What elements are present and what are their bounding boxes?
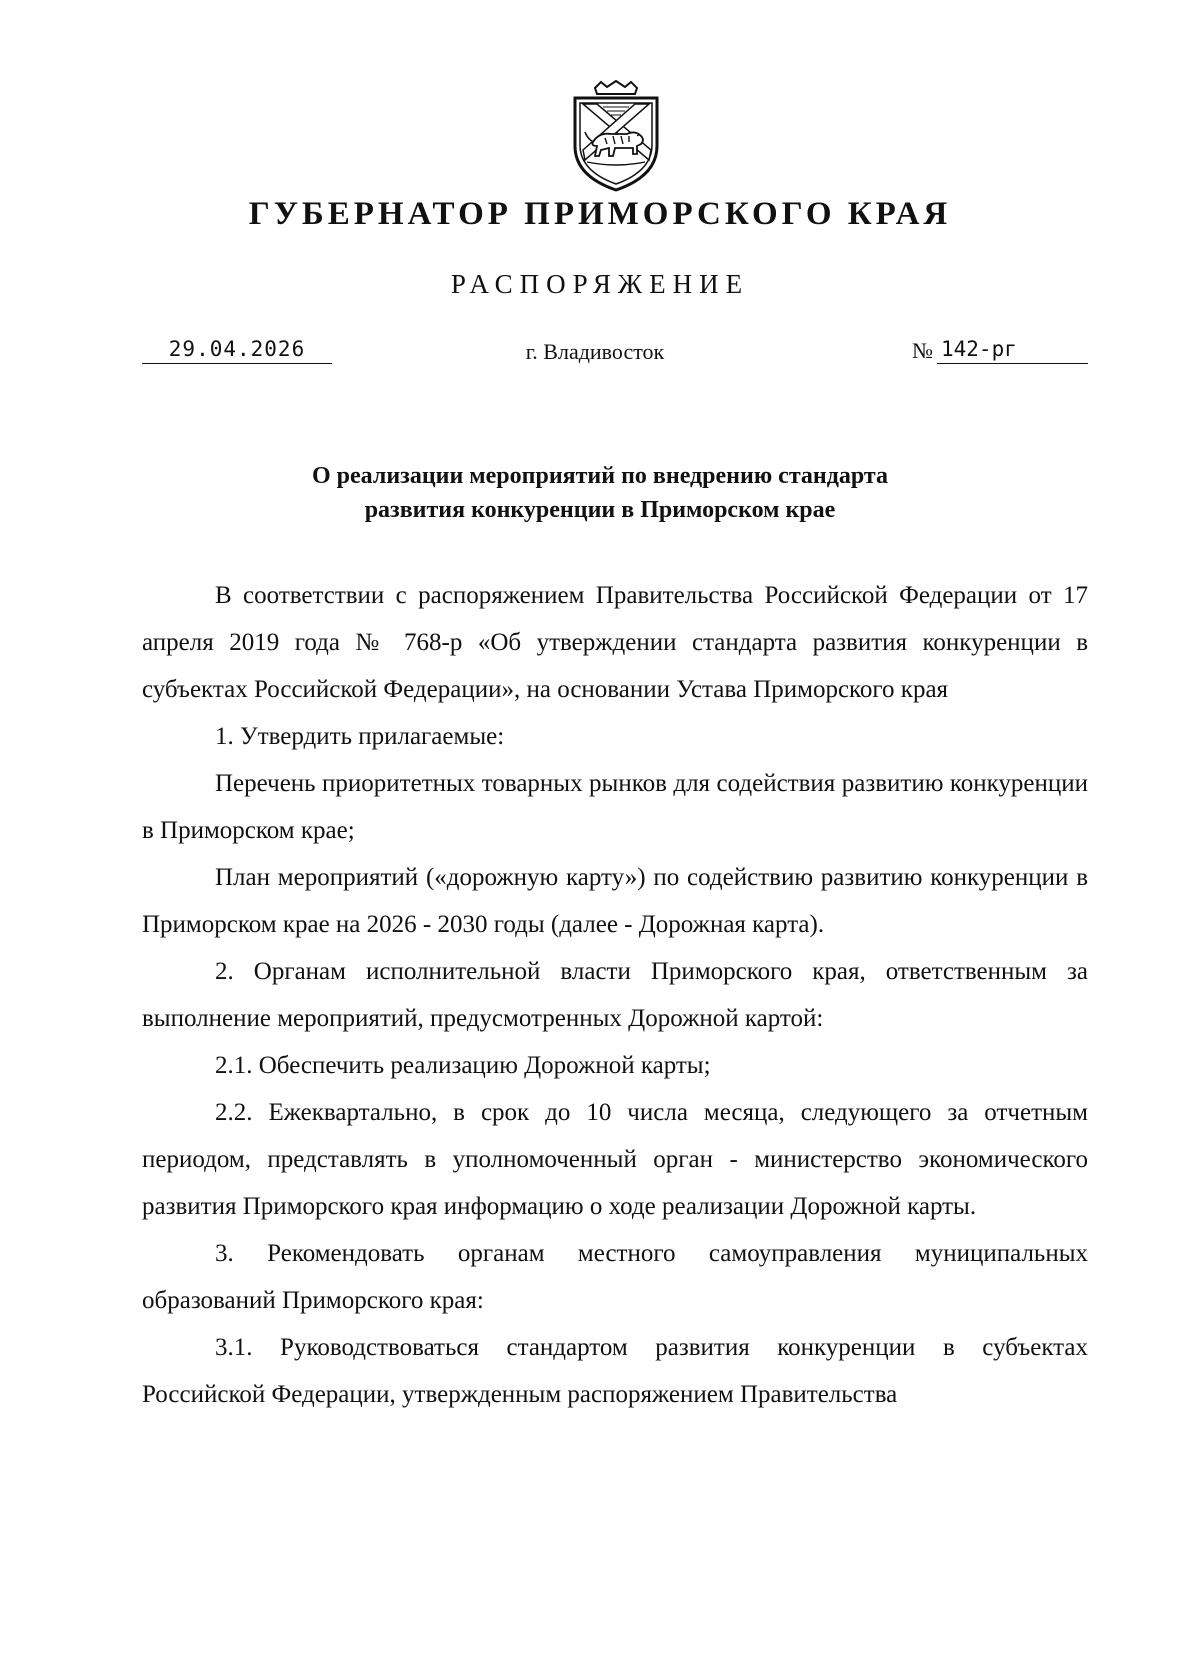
primorsky-krai-coat-of-arms-icon xyxy=(565,80,667,192)
number-sign: № xyxy=(912,338,933,363)
body-paragraph: План мероприятий («дорожную карту») по содействию развитию конкуренции в Приморском крае на 2026 - 2030 годы (далее - Дорожная карта). xyxy=(142,864,1088,938)
document-subject xyxy=(0,459,1200,527)
body-paragraph: 2.1. Обеспечить реализацию Дорожной карты; xyxy=(215,1052,711,1079)
subject-line-2: развития конкуренции в Приморском крае xyxy=(364,497,836,523)
body-paragraph: В соответствии с распоряжением Правительства Российской Федерации от 17 апреля 2019 года № 768-р «Об утверждении стандарта развития конкуренции в субъектах Российской Федерации», на основании Устава Приморского края xyxy=(142,582,1088,703)
body-paragraph: 3.1. Руководствоваться стандартом развития конкуренции в субъектах Российской Федерации, утвержденным распоряжением Правительства xyxy=(142,1334,1088,1408)
body-paragraph: 2. Органам исполнительной власти Приморского края, ответственным за выполнение мероприятий, предусмотренных Дорожной картой: xyxy=(142,958,1088,1032)
document-number: 142-рг xyxy=(937,337,1088,364)
body-paragraph: Перечень приоритетных товарных рынков для содействия развитию конкуренции в Приморском крае; xyxy=(142,770,1088,844)
document-date: 29.04.2026 xyxy=(142,337,332,364)
document-number-block xyxy=(912,337,1088,364)
body-paragraph: 3. Рекомендовать органам местного самоуправления муниципальных образований Приморского края: xyxy=(142,1240,1088,1314)
issuing-authority-title: ГУБЕРНАТОР ПРИМОРСКОГО КРАЯ xyxy=(248,196,952,232)
body-paragraph: 1. Утвердить прилагаемые: xyxy=(215,723,505,750)
document-type-heading: РАСПОРЯЖЕНИЕ xyxy=(450,269,750,299)
document-city: г. Владивосток xyxy=(525,339,665,364)
body-paragraph: 2.2. Ежеквартально, в срок до 10 числа месяца, следующего за отчетным периодом, представлять в уполномоченный орган - министерство экономического развития Приморского края информацию о ходе реализации Дорожной карты. xyxy=(142,1099,1088,1220)
document-body xyxy=(142,572,1088,1418)
subject-line-1: О реализации мероприятий по внедрению стандарта xyxy=(312,463,888,489)
